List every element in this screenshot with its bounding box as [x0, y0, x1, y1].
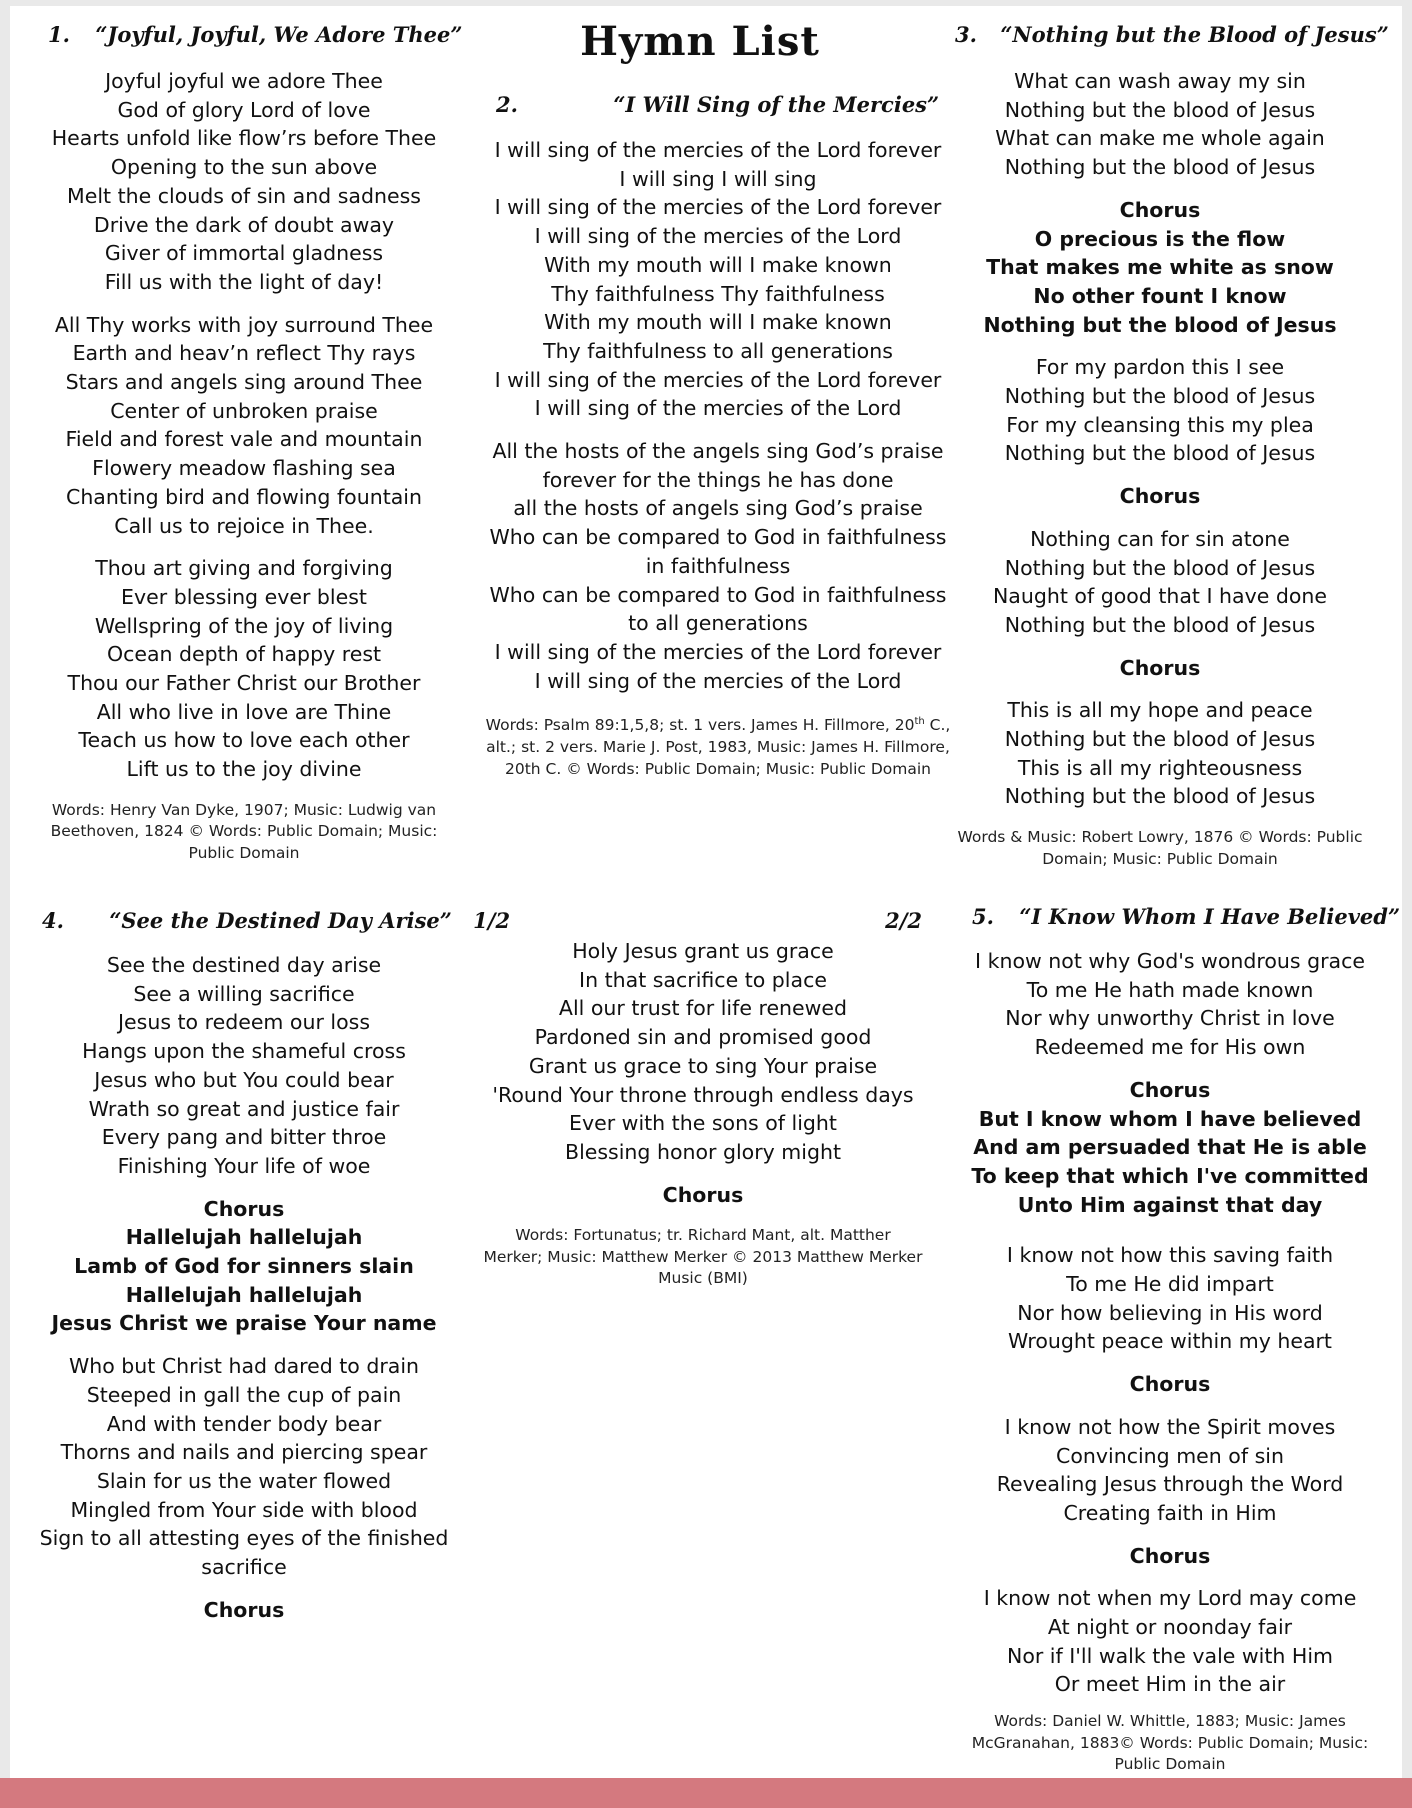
hymn-1-number: 1. [48, 22, 70, 47]
lyric-line: Nor why unworthy Christ in love [1005, 1006, 1335, 1031]
hymn-2-title: “I Will Sing of the Mercies” [613, 92, 940, 117]
lyric-line: Thorns and nails and piercing spear [60, 1440, 428, 1465]
hymn-2 [478, 92, 958, 780]
lyric-line: I will sing of the mercies of the Lord forever [494, 639, 942, 664]
lyric-line: Stars and angels sing around Thee [65, 370, 423, 395]
hymn-4-continued [478, 908, 928, 1290]
lyric-line: Hearts unfold like flow’rs before Thee [51, 126, 437, 151]
lyric-line: Who but Christ had dared to drain [68, 1354, 420, 1379]
lyric-line: Redeemed me for His own [1034, 1035, 1306, 1060]
hymn-4-lyrics [34, 951, 454, 1624]
hymn-4-chorus-ref [34, 1596, 454, 1625]
lyric-line: What can make me whole again [995, 126, 1325, 151]
chorus-label: Chorus [1129, 1077, 1211, 1102]
hymn-4-verse-1 [34, 951, 454, 1181]
hymn-3-credit [950, 827, 1370, 870]
chorus-label: Chorus [1119, 484, 1201, 509]
lyric-line: Nothing but the blood of Jesus [1004, 784, 1316, 809]
lyric-line: All the hosts of the angels sing God’s praise [492, 439, 944, 464]
hymn-3 [950, 22, 1389, 870]
lyric-line: Field and forest vale and mountain [65, 427, 423, 452]
lyric-line: Blessing honor glory might [565, 1139, 841, 1164]
lyric-line: And with tender body bear [106, 1411, 382, 1436]
lyric-line: Revealing Jesus through the Word [996, 1472, 1344, 1497]
lyric-line: To me He did impart [1066, 1272, 1274, 1297]
lyric-line: At night or noonday fair [1047, 1615, 1293, 1640]
chorus-line: No other fount I know [1033, 283, 1287, 308]
hymn-5-lyrics [960, 947, 1380, 1699]
chorus-line: Nothing but the blood of Jesus [983, 312, 1337, 337]
bottom-accent-bar [0, 1778, 1412, 1808]
lyric-line: Nor how believing in His word [1017, 1300, 1323, 1325]
chorus-line: Hallelujah hallelujah [125, 1282, 363, 1307]
lyric-line: Ever with the sons of light [569, 1111, 837, 1136]
lyric-line: Finishing Your life of woe [117, 1153, 371, 1178]
lyric-line: Naught of good that I have done [992, 584, 1328, 609]
hymn-5-chorus-ref [960, 1370, 1380, 1399]
hymn-5-chorus [960, 1076, 1380, 1220]
hymn-3-verse-2 [950, 353, 1370, 468]
hymn-2-lyrics [478, 136, 958, 695]
lyric-line: Who can be compared to God in faithfulness [489, 525, 947, 550]
lyric-line: All Thy works with joy surround Thee [54, 312, 434, 337]
credit-line: Public Domain [188, 843, 300, 862]
credit-line: Words: Fortunatus; tr. Richard Mant, alt. Matther [515, 1226, 891, 1245]
lyric-line: I will sing of the mercies of the Lord forever [494, 195, 942, 220]
hymn-3-verse-3 [950, 525, 1370, 640]
hymn-5-title: “I Know Whom I Have Believed” [1019, 904, 1401, 929]
hymn-5-verse-3 [960, 1413, 1380, 1528]
chorus-line: O precious is the flow [1034, 226, 1286, 251]
hymn-2-number: 2. [496, 92, 518, 117]
credit-line: Beethoven, 1824 © Words: Public Domain; Music: [50, 822, 438, 841]
hymn-3-chorus-ref [950, 482, 1370, 511]
lyric-line: With my mouth will I make known [544, 310, 892, 335]
lyric-line: Sign to all attesting eyes of the finished [39, 1526, 449, 1551]
hymn-1-stanza-1 [34, 67, 454, 297]
lyric-line: Steeped in gall the cup of pain [86, 1382, 402, 1407]
lyric-line: Nothing but the blood of Jesus [1004, 384, 1316, 409]
lyric-line: Nothing but the blood of Jesus [1004, 441, 1316, 466]
lyric-line: Melt the clouds of sin and sadness [67, 183, 421, 208]
lyric-line: Creating faith in Him [1063, 1500, 1277, 1525]
lyric-line: All who live in love are Thine [96, 699, 392, 724]
credit-line: Public Domain [1114, 1755, 1226, 1774]
lyric-line: Mingled from Your side with blood [70, 1497, 418, 1522]
lyric-line: Center of unbroken praise [110, 398, 378, 423]
hymn-3-chorus-ref [950, 654, 1370, 683]
credit-line [478, 711, 958, 737]
hymn-1-stanza-2 [34, 311, 454, 541]
credit-line: Words: Daniel W. Whittle, 1883; Music: James [994, 1712, 1346, 1731]
lyric-line: I will sing I will sing [619, 166, 817, 191]
lyric-line: forever for the things he has done [542, 467, 894, 492]
lyric-line: I will sing of the mercies of the Lord forever [494, 367, 942, 392]
lyric-line: I will sing of the mercies of the Lord [534, 668, 902, 693]
chorus-line: Jesus Christ we praise Your name [51, 1311, 437, 1336]
hymn-1-header [34, 22, 463, 47]
lyric-line: Giver of immortal gladness [104, 241, 384, 266]
credit-line: Merker; Music: Matthew Merker © 2013 Matthew Merker [483, 1247, 923, 1266]
lyric-line: Every pang and bitter throe [101, 1125, 387, 1150]
lyric-line: Or meet Him in the air [1054, 1672, 1286, 1697]
hymn-1-lyrics [34, 67, 454, 784]
lyric-line: Nor if I'll walk the vale with Him [1006, 1643, 1334, 1668]
hymn-3-lyrics [950, 67, 1370, 811]
hymn-4-credit [478, 1225, 928, 1290]
lyric-line: Grant us grace to sing Your praise [528, 1053, 878, 1078]
lyric-line: Convincing men of sin [1056, 1443, 1284, 1468]
page-title: Hymn List [580, 18, 820, 65]
lyric-line: in faithfulness [645, 553, 791, 578]
lyric-line: I will sing of the mercies of the Lord [534, 224, 902, 249]
hymn-4-title: “See the Destined Day Arise” [109, 908, 452, 933]
hymn-1-title: “Joyful, Joyful, We Adore Thee” [95, 22, 463, 47]
hymn-4 [34, 908, 511, 1624]
lyric-line: Who can be compared to God in faithfulness [489, 582, 947, 607]
chorus-label: Chorus [1119, 655, 1201, 680]
lyric-line: Nothing but the blood of Jesus [1004, 727, 1316, 752]
hymn-4-chorus-ref [478, 1181, 928, 1210]
chorus-line: Lamb of God for sinners slain [74, 1254, 414, 1279]
lyric-line: Thou art giving and forgiving [95, 556, 393, 581]
lyric-line: Thy faithfulness to all generations [543, 338, 893, 363]
hymn-4-continued-header [478, 908, 928, 933]
hymn-3-header [950, 22, 1389, 47]
lyric-line: Fill us with the light of day! [104, 269, 384, 294]
credit-line: 20th C. © Words: Public Domain; Music: Public Domain [504, 759, 931, 778]
lyric-line: I will sing of the mercies of the Lord forever [494, 138, 942, 162]
lyric-line: Wrought peace within my heart [1008, 1329, 1332, 1354]
hymn-5-chorus-ref [960, 1542, 1380, 1571]
lyric-line: For my pardon this I see [1035, 355, 1285, 380]
lyric-line: Nothing but the blood of Jesus [1004, 155, 1316, 180]
lyric-line: What can wash away my sin [1014, 69, 1306, 93]
lyric-line: I will sing of the mercies of the Lord [534, 396, 902, 421]
credit-line: alt.; st. 2 vers. Marie J. Post, 1983, Music: James H. Fillmore, [486, 738, 950, 757]
hymn-3-verse-4 [950, 696, 1370, 811]
lyric-line: See a willing sacrifice [133, 981, 355, 1006]
lyric-line: Slain for us the water flowed [96, 1468, 392, 1493]
lyric-line: Wellspring of the joy of living [94, 613, 394, 638]
lyric-line: Call us to rejoice in Thee. [114, 513, 374, 538]
lyric-line: Nothing but the blood of Jesus [1004, 612, 1316, 637]
chorus-line: Unto Him against that day [1017, 1192, 1323, 1217]
chorus-line: But I know whom I have believed [978, 1106, 1362, 1131]
lyric-line: Earth and heav’n reflect Thy rays [72, 341, 416, 366]
hymn-1-stanza-3 [34, 554, 454, 784]
chorus-line: Hallelujah hallelujah [125, 1225, 363, 1250]
chorus-label: Chorus [662, 1182, 744, 1207]
credit-line: Words: Henry Van Dyke, 1907; Music: Ludwig van [51, 800, 437, 819]
lyric-line: I know not how this saving faith [1006, 1243, 1334, 1268]
hymn-3-number: 3. [955, 22, 977, 47]
hymn-4-verse-2 [34, 1352, 454, 1582]
hymn-5-verse-4 [960, 1584, 1380, 1699]
lyric-line: All our trust for life renewed [558, 996, 848, 1021]
lyric-line: Nothing but the blood of Jesus [1004, 97, 1316, 122]
chorus-label: Chorus [1119, 197, 1201, 222]
lyric-line: With my mouth will I make known [544, 252, 892, 277]
chorus-line: To keep that which I've committed [971, 1163, 1369, 1188]
credit-line: McGranahan, 1883© Words: Public Domain; Music: [971, 1733, 1369, 1752]
lyric-line: Wrath so great and justice fair [88, 1096, 400, 1121]
lyric-line: To me He hath made known [1026, 977, 1314, 1002]
lyric-line: Joyful joyful we adore Thee [105, 69, 383, 93]
hymn-5-verse-2 [960, 1241, 1380, 1356]
hymn-2-stanza-1 [478, 136, 958, 423]
lyric-line: Jesus who but You could bear [94, 1067, 394, 1092]
chorus-line: That makes me white as snow [986, 255, 1334, 280]
lyric-line: Holy Jesus grant us grace [572, 939, 834, 963]
lyric-line: Lift us to the joy divine [126, 757, 362, 782]
lyric-line: Thou our Father Christ our Brother [67, 671, 421, 696]
lyric-line: sacrifice [201, 1555, 287, 1580]
lyric-line: For my cleansing this my plea [1006, 412, 1314, 437]
lyric-line: Jesus to redeem our loss [117, 1010, 371, 1035]
chorus-label: Chorus [1129, 1543, 1211, 1568]
hymn-5-header [960, 904, 1401, 929]
lyric-line: This is all my hope and peace [1007, 698, 1313, 723]
lyric-line: See the destined day arise [106, 953, 382, 977]
hymn-4-chorus [34, 1195, 454, 1339]
credit-line: Words & Music: Robert Lowry, 1876 © Words: Public [957, 828, 1363, 847]
lyric-line: Teach us how to love each other [78, 728, 410, 753]
hymn-3-verse-1 [950, 67, 1370, 182]
chorus-line: And am persuaded that He is able [973, 1135, 1367, 1160]
lyric-line: Flowery meadow flashing sea [92, 456, 396, 481]
hymn-4-page-1: 1/2 [473, 908, 511, 933]
hymn-5-verse-1 [960, 947, 1380, 1062]
lyric-line: Chanting bird and flowing fountain [66, 484, 422, 509]
hymn-5-credit [960, 1711, 1380, 1776]
lyric-line: Thy faithfulness Thy faithfulness [551, 281, 885, 306]
lyric-line: all the hosts of angels sing God’s praise [513, 496, 923, 521]
lyric-line: Nothing can for sin atone [1030, 526, 1290, 551]
hymn-5-number: 5. [972, 904, 994, 929]
lyric-line: Ever blessing ever blest [121, 584, 367, 609]
lyric-line: This is all my righteousness [1017, 755, 1303, 780]
hymn-3-chorus [950, 196, 1370, 340]
hymn-1 [34, 22, 463, 864]
hymn-4-header [34, 908, 511, 933]
credit-line: Music (BMI) [658, 1269, 748, 1288]
hymn-4-page-2: 2/2 [885, 908, 922, 933]
hymn-4-continued-lyrics [478, 937, 928, 1209]
lyric-line: Ocean depth of happy rest [106, 642, 382, 667]
lyric-line: I know not how the Spirit moves [1004, 1414, 1336, 1439]
credit-line: Domain; Music: Public Domain [1042, 849, 1278, 868]
hymn-3-title: “Nothing but the Blood of Jesus” [1000, 22, 1389, 47]
chorus-label: Chorus [203, 1196, 285, 1221]
lyric-line: to all generations [628, 611, 808, 636]
credit-text: Words: Psalm 89:1,5,8; st. 1 vers. James H. Fillmore, 20 [485, 716, 915, 735]
hymn-2-header [478, 92, 958, 117]
hymn-1-credit [34, 800, 454, 865]
lyric-line: God of glory Lord of love [117, 97, 371, 122]
hymn-2-credit [478, 711, 958, 780]
lyric-line: Nothing but the blood of Jesus [1004, 555, 1316, 580]
lyric-line: Drive the dark of doubt away [93, 212, 395, 237]
hymn-5 [960, 904, 1401, 1776]
lyric-line: I know not when my Lord may come [983, 1586, 1357, 1611]
lyric-line: I know not why God's wondrous grace [975, 949, 1365, 973]
hymn-4-verse-3 [478, 937, 928, 1167]
chorus-label: Chorus [1129, 1372, 1211, 1397]
hymn-4-number: 4. [42, 908, 64, 933]
lyric-line: Hangs upon the shameful cross [82, 1039, 406, 1064]
lyric-line: Opening to the sun above [110, 155, 378, 180]
lyric-line: In that sacrifice to place [579, 967, 827, 992]
credit-superscript: th [914, 716, 925, 728]
hymn-2-stanza-2 [478, 437, 958, 695]
chorus-label: Chorus [203, 1597, 285, 1622]
lyric-line: 'Round Your throne through endless days [492, 1082, 914, 1107]
lyric-line: Pardoned sin and promised good [534, 1025, 872, 1050]
credit-text: C., [924, 716, 951, 735]
